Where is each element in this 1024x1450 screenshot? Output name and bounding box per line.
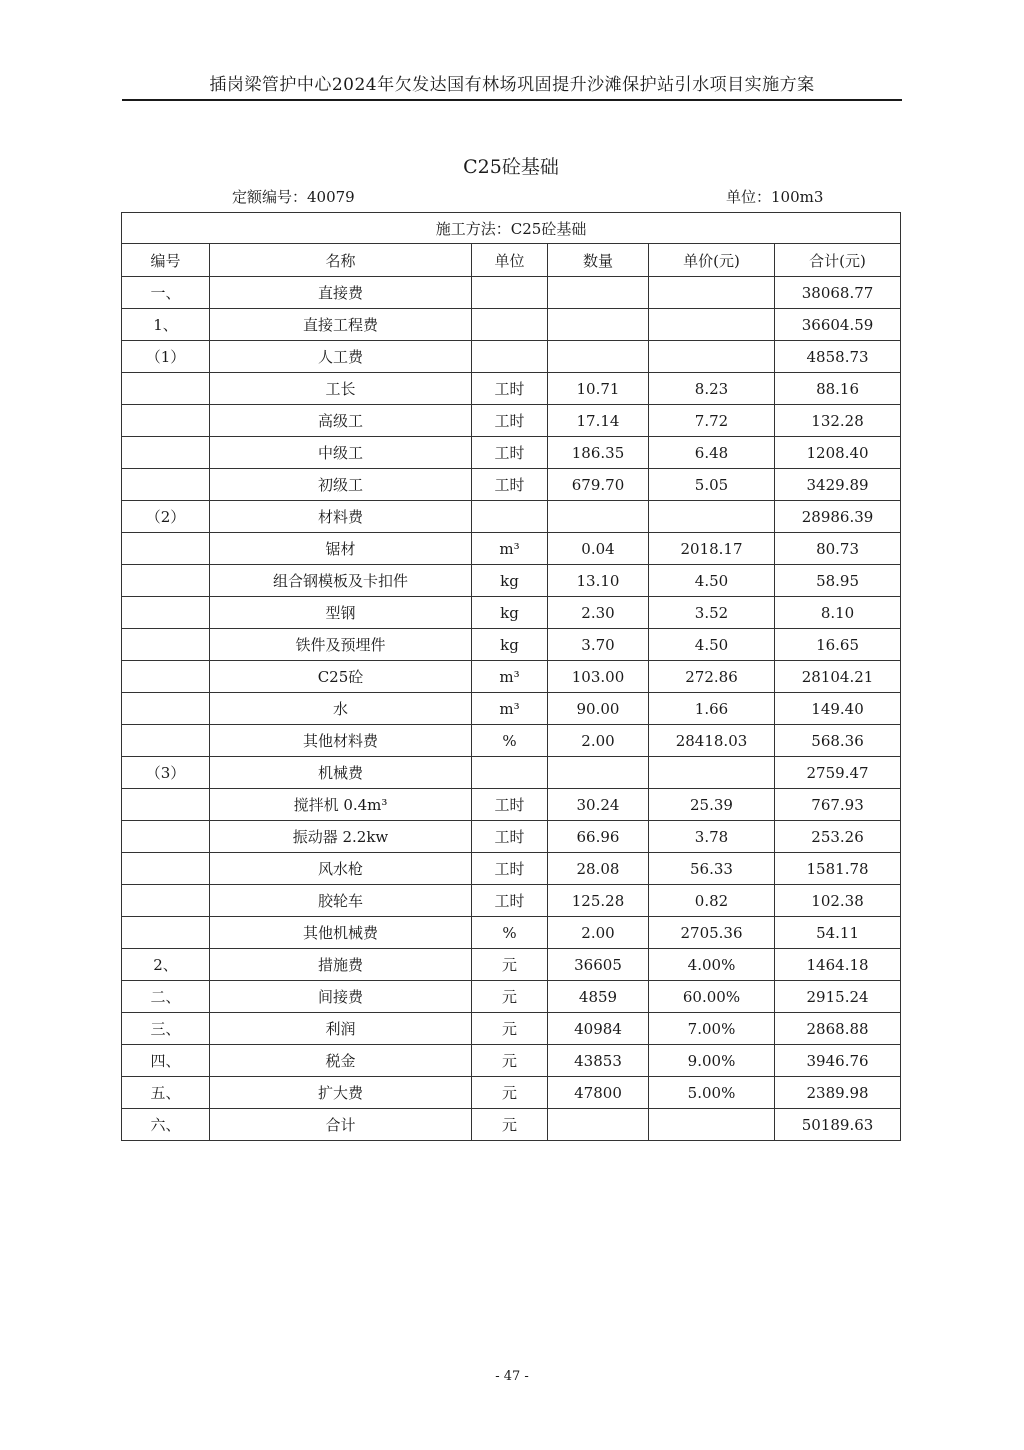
cell-total: 767.93 <box>775 789 901 821</box>
cell-total: 2759.47 <box>775 757 901 789</box>
cell-unit-price: 2705.36 <box>649 917 775 949</box>
column-header-no: 编号 <box>122 244 210 277</box>
cell-name: 间接费 <box>210 981 472 1013</box>
cell-quantity: 90.00 <box>548 693 649 725</box>
cell-total: 28104.21 <box>775 661 901 693</box>
cell-unit: kg <box>472 597 548 629</box>
cell-quantity <box>548 341 649 373</box>
cell-name: 胶轮车 <box>210 885 472 917</box>
cell-unit-price: 28418.03 <box>649 725 775 757</box>
cell-quantity: 10.71 <box>548 373 649 405</box>
cell-quantity: 17.14 <box>548 405 649 437</box>
cell-unit-price: 0.82 <box>649 885 775 917</box>
cell-no <box>122 629 210 661</box>
table-row <box>122 949 901 981</box>
cell-unit-price <box>649 277 775 309</box>
cell-name: 其他机械费 <box>210 917 472 949</box>
running-header: 插岗梁管护中心2024年欠发达国有林场巩固提升沙滩保护站引水项目实施方案 <box>209 75 815 95</box>
table-row <box>122 533 901 565</box>
cell-total: 1208.40 <box>775 437 901 469</box>
table-row <box>122 757 901 789</box>
cell-total: 1581.78 <box>775 853 901 885</box>
cell-unit: 工时 <box>472 821 548 853</box>
cell-no <box>122 533 210 565</box>
table-row <box>122 437 901 469</box>
cell-name: 工长 <box>210 373 472 405</box>
header-divider <box>122 99 902 101</box>
table-row <box>122 853 901 885</box>
cell-quantity <box>548 757 649 789</box>
cell-name: 铁件及预埋件 <box>210 629 472 661</box>
cell-no: （3） <box>122 757 210 789</box>
column-header-unit-price: 单价(元) <box>649 244 775 277</box>
cell-name: 利润 <box>210 1013 472 1045</box>
cell-unit-price: 7.00% <box>649 1013 775 1045</box>
cell-name: 材料费 <box>210 501 472 533</box>
cell-unit-price: 5.00% <box>649 1077 775 1109</box>
page-number: - 47 - <box>495 1369 529 1384</box>
cell-unit-price: 9.00% <box>649 1045 775 1077</box>
cell-no: 2、 <box>122 949 210 981</box>
cell-unit <box>472 757 548 789</box>
table-row <box>122 565 901 597</box>
cell-total: 568.36 <box>775 725 901 757</box>
cell-unit: 元 <box>472 1109 548 1141</box>
cell-quantity: 13.10 <box>548 565 649 597</box>
cell-name: 搅拌机 0.4m³ <box>210 789 472 821</box>
cell-unit: % <box>472 725 548 757</box>
cell-total: 3946.76 <box>775 1045 901 1077</box>
cell-no: （2） <box>122 501 210 533</box>
cell-unit-price: 3.78 <box>649 821 775 853</box>
cell-quantity: 125.28 <box>548 885 649 917</box>
cell-no: 一、 <box>122 277 210 309</box>
column-header-total: 合计(元) <box>775 244 901 277</box>
cell-no <box>122 661 210 693</box>
cell-unit <box>472 277 548 309</box>
cell-no <box>122 789 210 821</box>
cell-total: 38068.77 <box>775 277 901 309</box>
cell-name: 水 <box>210 693 472 725</box>
cell-name: 直接工程费 <box>210 309 472 341</box>
cell-name: 扩大费 <box>210 1077 472 1109</box>
cell-no: 五、 <box>122 1077 210 1109</box>
cell-unit-price: 8.23 <box>649 373 775 405</box>
table-row <box>122 885 901 917</box>
cell-no <box>122 693 210 725</box>
cell-unit: 元 <box>472 1045 548 1077</box>
cell-unit-price <box>649 757 775 789</box>
quota-unit: 单位：100m3 <box>726 188 824 206</box>
table-row <box>122 373 901 405</box>
cell-quantity <box>548 1109 649 1141</box>
table-row <box>122 789 901 821</box>
cell-name: 税金 <box>210 1045 472 1077</box>
cell-unit: 元 <box>472 1013 548 1045</box>
cell-no <box>122 821 210 853</box>
cell-quantity: 2.30 <box>548 597 649 629</box>
cell-unit-price: 4.00% <box>649 949 775 981</box>
cell-no <box>122 597 210 629</box>
cell-name: 风水枪 <box>210 853 472 885</box>
cell-unit-price: 56.33 <box>649 853 775 885</box>
cell-total: 54.11 <box>775 917 901 949</box>
table-row <box>122 917 901 949</box>
cell-total: 50189.63 <box>775 1109 901 1141</box>
cell-quantity: 186.35 <box>548 437 649 469</box>
cell-unit-price: 3.52 <box>649 597 775 629</box>
cell-quantity: 28.08 <box>548 853 649 885</box>
cell-no <box>122 853 210 885</box>
cell-unit: 工时 <box>472 405 548 437</box>
cell-total: 8.10 <box>775 597 901 629</box>
table-row <box>122 405 901 437</box>
table-row <box>122 1045 901 1077</box>
cell-unit-price <box>649 309 775 341</box>
cell-quantity <box>548 277 649 309</box>
cell-quantity: 30.24 <box>548 789 649 821</box>
cell-unit-price: 60.00% <box>649 981 775 1013</box>
cell-unit: 工时 <box>472 437 548 469</box>
cell-total: 3429.89 <box>775 469 901 501</box>
table-row <box>122 693 901 725</box>
cell-unit-price <box>649 501 775 533</box>
cell-total: 149.40 <box>775 693 901 725</box>
cell-unit: 工时 <box>472 469 548 501</box>
cell-total: 88.16 <box>775 373 901 405</box>
cell-total: 2915.24 <box>775 981 901 1013</box>
cell-quantity: 36605 <box>548 949 649 981</box>
cell-unit-price: 4.50 <box>649 629 775 661</box>
cell-name: 初级工 <box>210 469 472 501</box>
cell-quantity: 0.04 <box>548 533 649 565</box>
cell-unit-price <box>649 1109 775 1141</box>
cell-unit <box>472 341 548 373</box>
cell-no <box>122 469 210 501</box>
table-row <box>122 469 901 501</box>
cell-total: 58.95 <box>775 565 901 597</box>
cell-unit: m³ <box>472 533 548 565</box>
construction-method: 施工方法：C25砼基础 <box>122 213 901 244</box>
cell-unit: kg <box>472 565 548 597</box>
cell-unit-price <box>649 341 775 373</box>
cell-name: C25砼 <box>210 661 472 693</box>
column-header-name: 名称 <box>210 244 472 277</box>
cell-unit-price: 5.05 <box>649 469 775 501</box>
table-row <box>122 1109 901 1141</box>
cell-name: 组合钢模板及卡扣件 <box>210 565 472 597</box>
column-header-unit: 单位 <box>472 244 548 277</box>
cell-no <box>122 725 210 757</box>
cell-no: 四、 <box>122 1045 210 1077</box>
cell-quantity: 2.00 <box>548 917 649 949</box>
cell-total: 2389.98 <box>775 1077 901 1109</box>
cell-unit: % <box>472 917 548 949</box>
cell-name: 机械费 <box>210 757 472 789</box>
table-row <box>122 1013 901 1045</box>
cell-quantity: 3.70 <box>548 629 649 661</box>
cell-unit: m³ <box>472 693 548 725</box>
cell-name: 措施费 <box>210 949 472 981</box>
cell-quantity: 43853 <box>548 1045 649 1077</box>
cell-no: （1） <box>122 341 210 373</box>
cell-no <box>122 565 210 597</box>
cell-no <box>122 885 210 917</box>
cell-quantity: 2.00 <box>548 725 649 757</box>
cell-unit <box>472 501 548 533</box>
cell-no <box>122 405 210 437</box>
cell-unit-price: 4.50 <box>649 565 775 597</box>
table-row <box>122 629 901 661</box>
cell-unit: 元 <box>472 949 548 981</box>
cell-unit-price: 1.66 <box>649 693 775 725</box>
cell-unit: 元 <box>472 1077 548 1109</box>
cell-total: 1464.18 <box>775 949 901 981</box>
table-row <box>122 1077 901 1109</box>
cell-unit: kg <box>472 629 548 661</box>
table-row <box>122 501 901 533</box>
cell-total: 102.38 <box>775 885 901 917</box>
table-row <box>122 821 901 853</box>
cell-quantity: 47800 <box>548 1077 649 1109</box>
cell-unit: 工时 <box>472 853 548 885</box>
cell-unit-price: 25.39 <box>649 789 775 821</box>
cell-no <box>122 373 210 405</box>
cell-name: 锯材 <box>210 533 472 565</box>
cell-total: 132.28 <box>775 405 901 437</box>
table-row <box>122 725 901 757</box>
cell-quantity: 66.96 <box>548 821 649 853</box>
cell-name: 高级工 <box>210 405 472 437</box>
cell-quantity: 103.00 <box>548 661 649 693</box>
cell-no: 三、 <box>122 1013 210 1045</box>
cell-no: 二、 <box>122 981 210 1013</box>
quota-number: 定额编号：40079 <box>232 188 355 206</box>
cell-quantity <box>548 309 649 341</box>
page-title: C25砼基础 <box>463 156 559 178</box>
cell-total: 253.26 <box>775 821 901 853</box>
cell-unit: 元 <box>472 981 548 1013</box>
table-row <box>122 309 901 341</box>
cell-name: 直接费 <box>210 277 472 309</box>
table-row <box>122 597 901 629</box>
cell-unit-price: 2018.17 <box>649 533 775 565</box>
cell-name: 其他材料费 <box>210 725 472 757</box>
cell-unit: m³ <box>472 661 548 693</box>
cell-unit-price: 6.48 <box>649 437 775 469</box>
table-header-row <box>122 244 901 277</box>
cell-unit <box>472 309 548 341</box>
cell-unit-price: 272.86 <box>649 661 775 693</box>
cell-name: 合计 <box>210 1109 472 1141</box>
cell-quantity: 679.70 <box>548 469 649 501</box>
cell-quantity: 4859 <box>548 981 649 1013</box>
column-header-quantity: 数量 <box>548 244 649 277</box>
cell-unit: 工时 <box>472 789 548 821</box>
cell-unit: 工时 <box>472 373 548 405</box>
cell-no <box>122 437 210 469</box>
cell-quantity <box>548 501 649 533</box>
method-row <box>122 213 901 244</box>
cell-total: 80.73 <box>775 533 901 565</box>
cell-no: 六、 <box>122 1109 210 1141</box>
table-row <box>122 341 901 373</box>
cell-no <box>122 917 210 949</box>
cell-name: 中级工 <box>210 437 472 469</box>
cell-quantity: 40984 <box>548 1013 649 1045</box>
cell-no: 1、 <box>122 309 210 341</box>
cell-total: 2868.88 <box>775 1013 901 1045</box>
table-row <box>122 981 901 1013</box>
cell-total: 16.65 <box>775 629 901 661</box>
cell-name: 人工费 <box>210 341 472 373</box>
cell-total: 4858.73 <box>775 341 901 373</box>
cell-name: 型钢 <box>210 597 472 629</box>
cell-unit-price: 7.72 <box>649 405 775 437</box>
cell-unit: 工时 <box>472 885 548 917</box>
quota-table <box>121 212 901 1141</box>
cell-total: 28986.39 <box>775 501 901 533</box>
table-row <box>122 277 901 309</box>
cell-total: 36604.59 <box>775 309 901 341</box>
table-row <box>122 661 901 693</box>
cell-name: 振动器 2.2kw <box>210 821 472 853</box>
